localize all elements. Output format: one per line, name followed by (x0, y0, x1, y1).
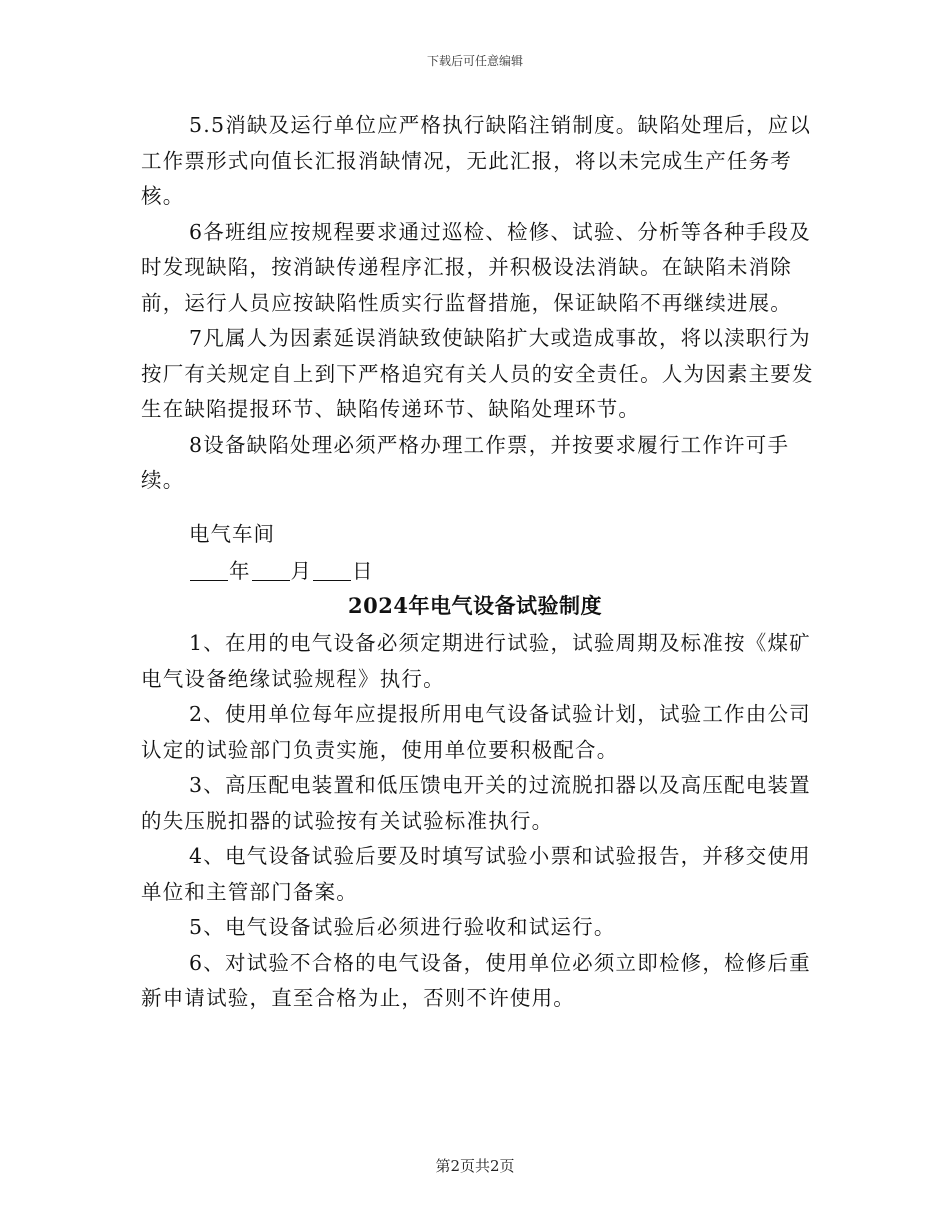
paragraph-7: 7凡属人为因素延误消缺致使缺陷扩大或造成事故，将以渎职行为按厂有关规定自上到下严格追究有关人员的安全责任。人为因素主要发生在缺陷提报环节、缺陷传递环节、缺陷处理环节。 (141, 326, 814, 421)
page-header: 下载后可任意编辑 (426, 54, 523, 68)
department-name: 电气车间 (189, 522, 275, 546)
date-line (141, 553, 821, 590)
paragraph-6: 6各班组应按规程要求通过巡检、检修、试验、分析等各种手段及时发现缺陷，按消缺传递程序汇报，并积极设法消缺。在缺陷未消除前，运行人员应按缺陷性质实行监督措施，保证缺陷不再继续进展。 (141, 219, 811, 315)
page-footer: 第2页共2页 (435, 1157, 515, 1175)
day-blank (313, 560, 351, 581)
paragraph-8: 8设备缺陷处理必须严格办理工作票，并按要求履行工作许可手续。 (141, 432, 790, 492)
rule-5: 5、电气设备试验后必须进行验收和试运行。 (189, 915, 616, 939)
year-blank (190, 560, 228, 581)
rule-1: 1、在用的电气设备必须定期进行试验，试验周期及标准按《煤矿电气设备绝缘试验规程》执行。 (141, 631, 811, 691)
section-test-rules (141, 626, 821, 1017)
day-label: 日 (352, 559, 374, 583)
document-title: 2024年电气设备试验制度 (348, 593, 602, 618)
paragraph-5-5: 5.5消缺及运行单位应严格执行缺陷注销制度。缺陷处理后，应以工作票形式向值长汇报消缺情况，无此汇报，将以未完成生产任务考核。 (141, 113, 812, 208)
signature-block (141, 516, 821, 590)
rule-4: 4、电气设备试验后要及时填写试验小票和试验报告，并移交使用单位和主管部门备案。 (141, 844, 811, 904)
year-label: 年 (229, 559, 251, 583)
rule-3: 3、高压配电装置和低压馈电开关的过流脱扣器以及高压配电装置的失压脱扣器的试验按有关试验标准执行。 (141, 773, 811, 833)
rule-6: 6、对试验不合格的电气设备，使用单位必须立即检修，检修后重新申请试验，直至合格为止，否则不许使用。 (141, 950, 811, 1010)
rule-2: 2、使用单位每年应提报所用电气设备试验计划，试验工作由公司认定的试验部门负责实施，使用单位要积极配合。 (141, 702, 811, 762)
section-defect-rules (141, 108, 821, 499)
month-blank (252, 560, 290, 581)
month-label: 月 (290, 559, 312, 583)
